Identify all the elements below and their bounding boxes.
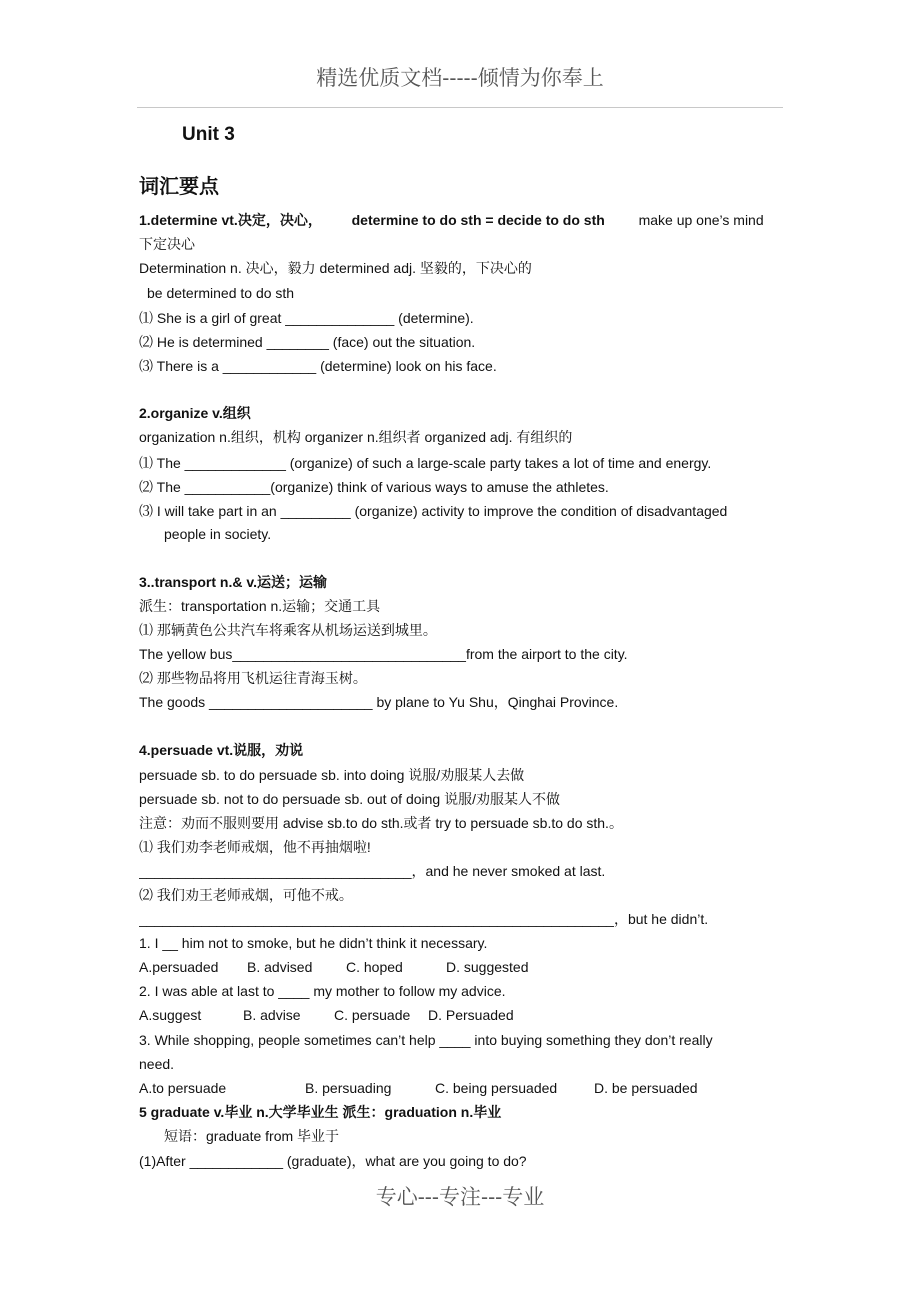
transport-ex1: ⑴ 那辆黄色公共汽车将乘客从机场运送到城里。 bbox=[139, 622, 437, 638]
persuade-ex2: ⑵ 我们劝王老师戒烟，可他不戒。 bbox=[139, 887, 353, 903]
persuade-q2: 2. I was able at last to ____ my mother to follow my advice. bbox=[139, 983, 506, 999]
organize-ex3b: people in society. bbox=[164, 526, 272, 542]
transport-ex2: ⑵ 那些物品将用飞机运往青海玉树。 bbox=[139, 670, 367, 686]
determine-title: 1.determine vt.决定，决心， bbox=[139, 212, 322, 228]
organize-line2: organization n.组织，机构 organizer n.组织者 organized adj. 有组织的 bbox=[139, 429, 573, 445]
q1-option-b: B. advised bbox=[247, 959, 313, 975]
graduate-heading: 5 graduate v.毕业 n.大学毕业生 派生：graduation n.毕业 bbox=[139, 1104, 502, 1120]
determine-ex1: ⑴ She is a girl of great ______________ (determine). bbox=[139, 310, 474, 326]
persuade-line2: persuade sb. to do persuade sb. into doing 说服/劝服某人去做 bbox=[139, 767, 525, 783]
organize-ex2: ⑵ The ___________(organize) think of various ways to amuse the athletes. bbox=[139, 479, 609, 495]
q2-option-b: B. advise bbox=[243, 1007, 301, 1023]
transport-line2: 派生：transportation n.运输；交通工具 bbox=[139, 598, 381, 614]
persuade-q3-options bbox=[139, 1078, 784, 1098]
determine-heading bbox=[139, 210, 784, 230]
organize-ex1: ⑴ The _____________ (organize) of such a large-scale party takes a lot of time and energy. bbox=[139, 455, 712, 471]
q1-option-a: A.persuaded bbox=[139, 959, 219, 975]
persuade-q2-options bbox=[139, 1005, 784, 1025]
transport-ex1b: The yellow bus______________________________from the airport to the city. bbox=[139, 646, 628, 662]
persuade-line4: 注意：劝而不服则要用 advise sb.to do sth.或者 try to persuade sb.to do sth.。 bbox=[139, 815, 623, 831]
page-footer: 专心---专注---专业 bbox=[375, 1185, 545, 1209]
persuade-q3b: need. bbox=[139, 1056, 175, 1072]
persuade-q1-options bbox=[139, 957, 784, 977]
q3-option-d: D. be persuaded bbox=[594, 1080, 698, 1096]
determine-synonym: make up one’s mind bbox=[638, 212, 764, 228]
determine-line4: be determined to do sth bbox=[147, 285, 295, 301]
persuade-q1: 1. I __ him not to smoke, but he didn’t think it necessary. bbox=[139, 935, 488, 951]
q1-option-d: D. suggested bbox=[446, 959, 529, 975]
persuade-ex2b: _____________________________________________________________，but he didn’t. bbox=[139, 911, 709, 927]
organize-ex3: ⑶ I will take part in an _________ (organize) activity to improve the condition of disadvantaged bbox=[139, 503, 728, 519]
page-header: 精选优质文档-----倾情为你奉上 bbox=[316, 66, 604, 90]
determine-line3: Determination n. 决心，毅力 determined adj. 坚毅的，下决心的 bbox=[139, 260, 532, 276]
persuade-heading: 4.persuade vt.说服，劝说 bbox=[139, 742, 304, 758]
determine-phrase: determine to do sth = decide to do sth bbox=[351, 212, 605, 228]
q2-option-c: C. persuade bbox=[334, 1007, 411, 1023]
determine-line2: 下定决心 bbox=[139, 236, 195, 252]
determine-ex3: ⑶ There is a ____________ (determine) look on his face. bbox=[139, 358, 497, 374]
header-divider bbox=[137, 107, 783, 108]
organize-heading: 2.organize v.组织 bbox=[139, 405, 251, 421]
graduate-line2: 短语：graduate from 毕业于 bbox=[164, 1128, 340, 1144]
persuade-ex1: ⑴ 我们劝李老师戒烟，他不再抽烟啦! bbox=[139, 839, 371, 855]
transport-heading: 3..transport n.& v.运送；运输 bbox=[139, 574, 327, 590]
determine-ex2: ⑵ He is determined ________ (face) out the situation. bbox=[139, 334, 476, 350]
q1-option-c: C. hoped bbox=[346, 959, 403, 975]
q3-option-a: A.to persuade bbox=[139, 1080, 227, 1096]
persuade-ex1b: ___________________________________，and he never smoked at last. bbox=[139, 863, 606, 879]
q2-option-a: A.suggest bbox=[139, 1007, 202, 1023]
q3-option-b: B. persuading bbox=[305, 1080, 392, 1096]
q3-option-c: C. being persuaded bbox=[435, 1080, 558, 1096]
graduate-ex1: (1)After ____________ (graduate)，what are you going to do? bbox=[139, 1153, 527, 1169]
persuade-q3: 3. While shopping, people sometimes can’t help ____ into buying something they don’t really bbox=[139, 1032, 713, 1048]
unit-title: Unit 3 bbox=[182, 124, 235, 145]
section-title: 词汇要点 bbox=[139, 174, 219, 198]
q2-option-d: D. Persuaded bbox=[428, 1007, 514, 1023]
persuade-line3: persuade sb. not to do persuade sb. out of doing 说服/劝服某人不做 bbox=[139, 791, 560, 807]
transport-ex2b: The goods _____________________ by plane to Yu Shu，Qinghai Province. bbox=[139, 694, 619, 710]
